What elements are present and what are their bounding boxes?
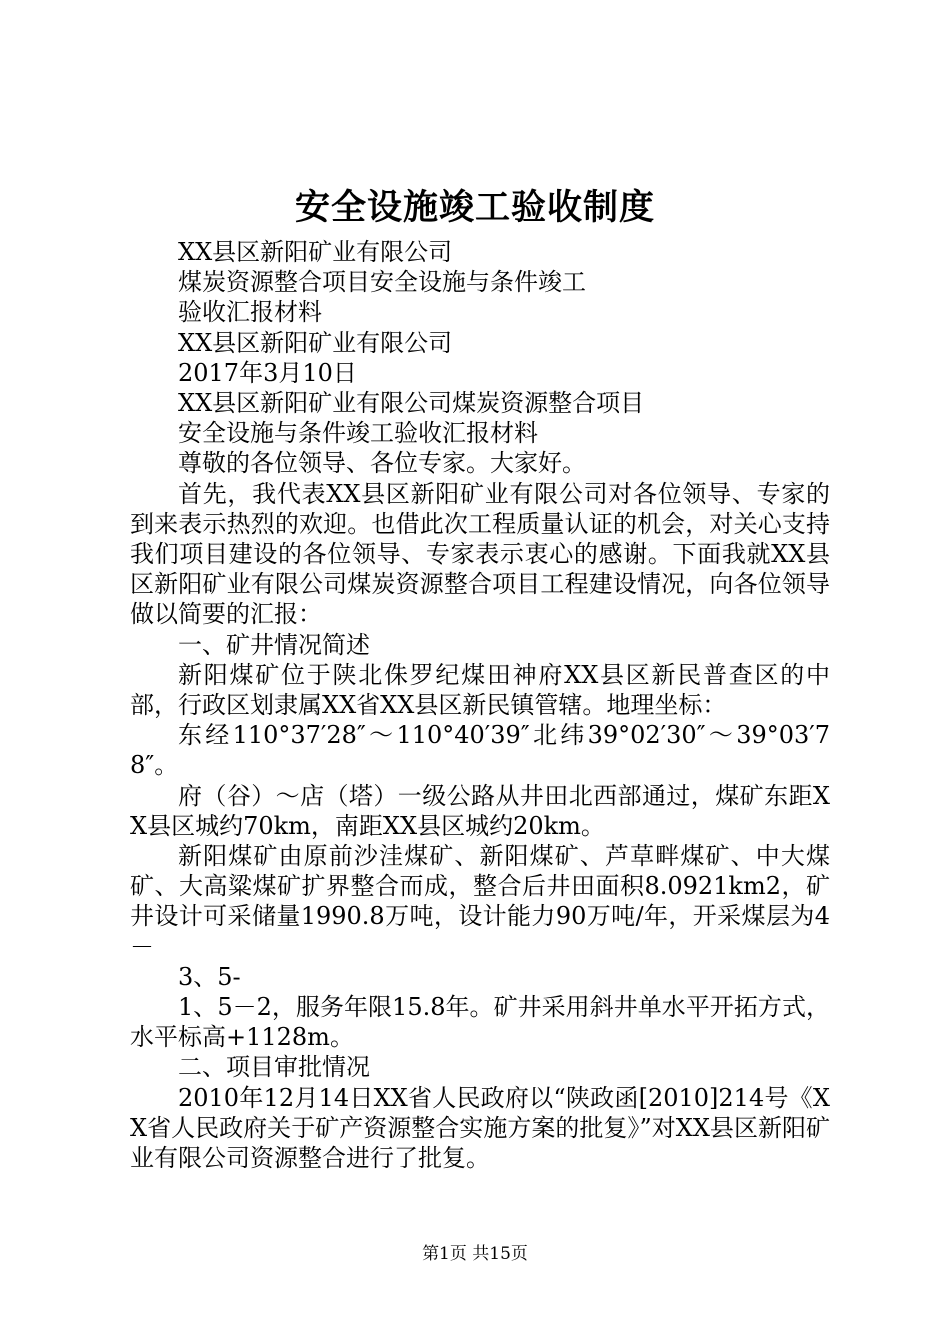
- paragraph: 煤炭资源整合项目安全设施与条件竣工: [178, 268, 586, 297]
- document-body: [130, 237, 830, 1173]
- paragraph: 2017年3月10日: [178, 358, 357, 387]
- page-footer: 第1页 共15页: [422, 1244, 528, 1264]
- paragraph: 安全设施与条件竣工验收汇报材料: [178, 419, 538, 448]
- paragraph: 新阳煤矿由原前沙洼煤矿、新阳煤矿、芦草畔煤矿、中大煤矿、大高粱煤矿扩界整合而成，整合后井田面积8.0921km2，矿井设计可采储量1990.8万吨，设计能力90万吨/年，开采煤层为4－: [130, 842, 830, 961]
- paragraph: 东经110°37′28″～110°40′39″北纬39°02′30″～39°03′78″。: [130, 721, 830, 780]
- paragraph: 首先，我代表XX县区新阳矿业有限公司对各位领导、专家的到来表示热烈的欢迎。也借此次工程质量认证的机会，对关心支持我们项目建设的各位领导、专家表示衷心的感谢。下面我就XX县区新阳矿业有限公司煤炭资源整合项目工程建设情况，向各位领导做以简要的汇报：: [130, 479, 830, 629]
- document-title: 安全设施竣工验收制度: [294, 187, 655, 228]
- paragraph: 府（谷）～店（塔）一级公路从井田北西部通过，煤矿东距XX县区城约70km，南距XX县区城约20km。: [130, 781, 830, 840]
- paragraph: 新阳煤矿位于陕北侏罗纪煤田神府XX县区新民普查区的中部，行政区划隶属XX省XX县区新民镇管辖。地理坐标：: [130, 660, 830, 720]
- section-heading: 二、项目审批情况: [178, 1053, 370, 1082]
- paragraph: 1、5－2，服务年限15.8年。矿井采用斜井单水平开拓方式，水平标高+1128m。: [130, 993, 830, 1052]
- paragraph: XX县区新阳矿业有限公司煤炭资源整合项目: [178, 389, 645, 418]
- paragraph: 验收汇报材料: [178, 298, 322, 327]
- paragraph: XX县区新阳矿业有限公司: [178, 328, 453, 357]
- paragraph: 2010年12月14日XX省人民政府以“陕政函[2010]214号《XX省人民政府关于矿产资源整合实施方案的批复》”对XX县区新阳矿业有限公司资源整合进行了批复。: [130, 1083, 830, 1173]
- paragraph: XX县区新阳矿业有限公司: [178, 238, 453, 266]
- paragraph: 尊敬的各位领导、各位专家。大家好。: [178, 449, 586, 478]
- paragraph: 3、5-: [178, 962, 241, 991]
- section-heading: 一、矿井情况简述: [178, 630, 370, 659]
